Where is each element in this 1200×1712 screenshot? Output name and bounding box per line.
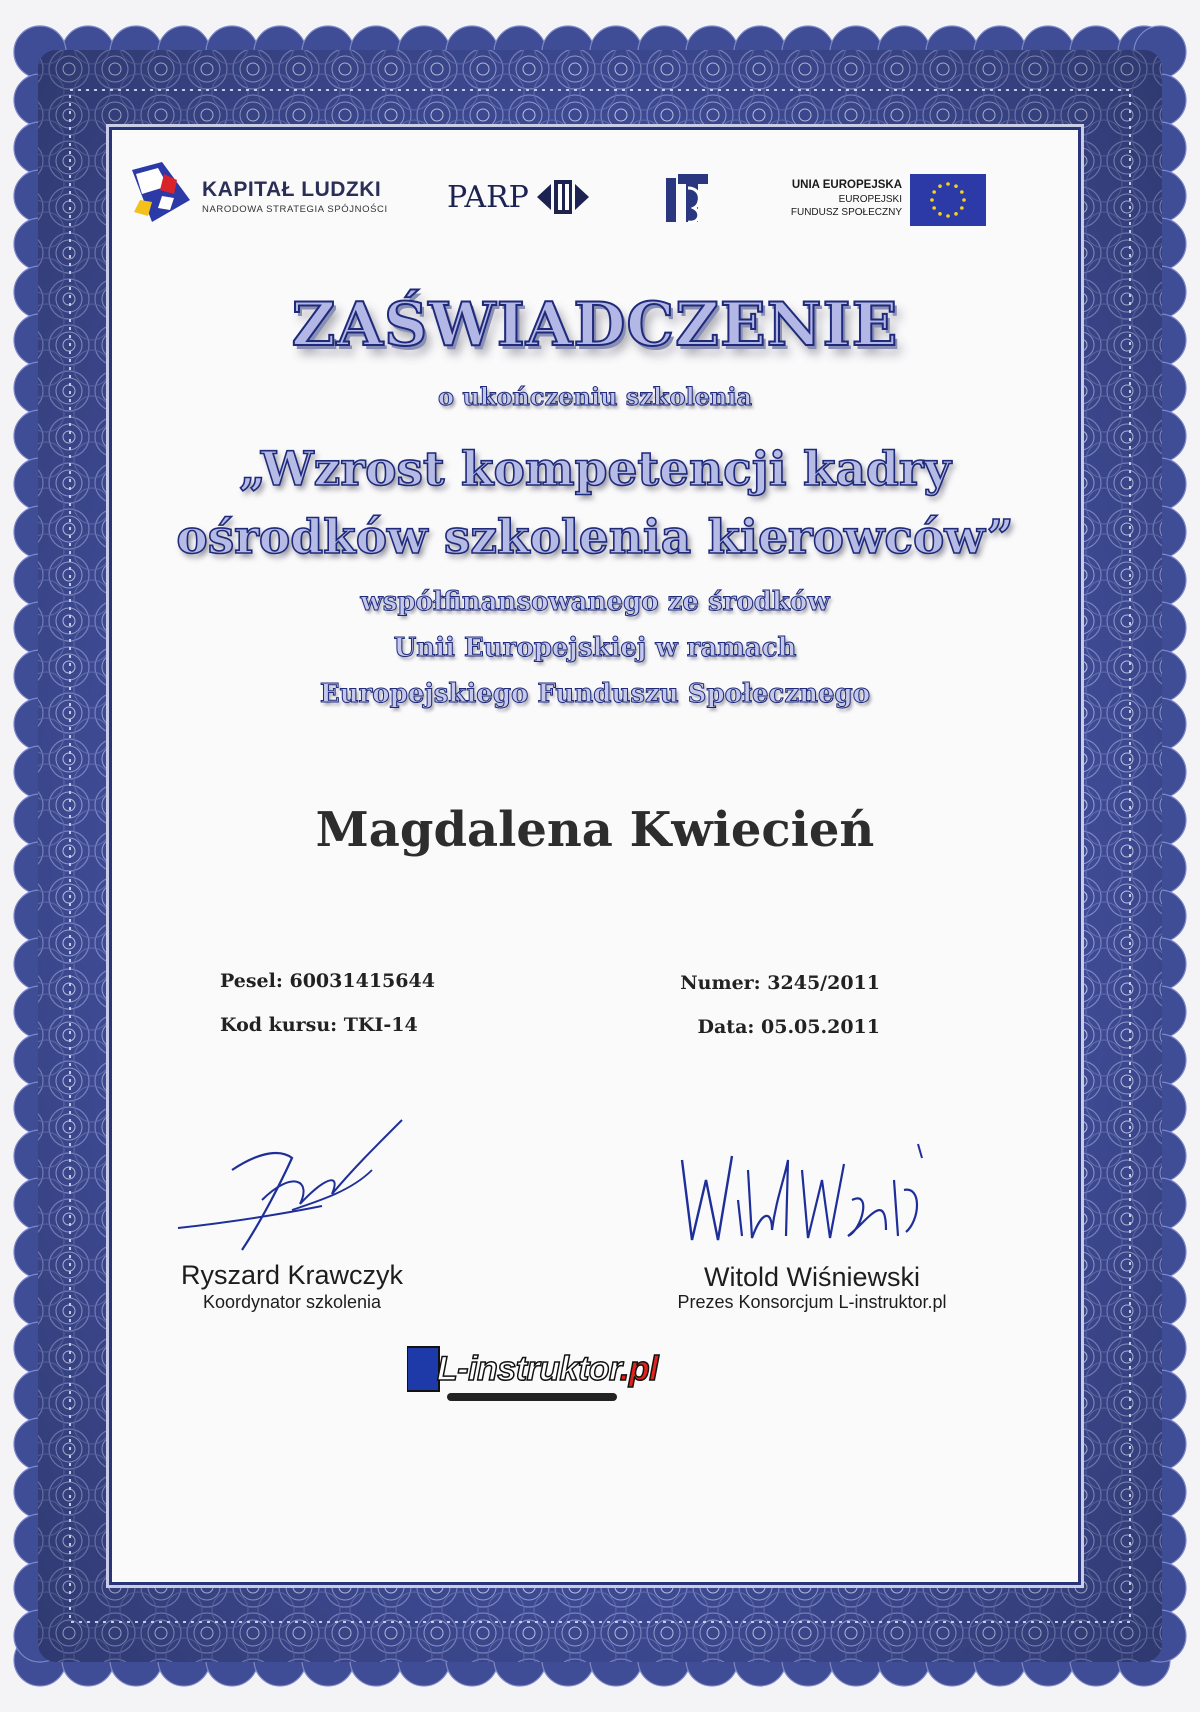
signatory-right-role: Prezes Konsorcjum L-instruktor.pl (677, 1292, 947, 1312)
course-name-line1: „Wzrost kompetencji kadry (239, 442, 951, 497)
eu-label-line3: FUNDUSZ SPOŁECZNY (790, 207, 902, 218)
kapital-ludzki-logo-icon (122, 160, 198, 232)
signature-right (672, 1140, 932, 1260)
certificate-paper (112, 130, 1078, 1582)
cofinancing-line2: Unii Europejskiej w ramach (393, 633, 797, 663)
course-code-field: Kod kursu: TKI-14 (220, 1014, 418, 1036)
kapital-ludzki-title: KAPITAŁ LUDZKI (202, 178, 382, 201)
eu-flag-icon (910, 174, 986, 226)
cofinancing-line3: Europejskiego Funduszu Społecznego (319, 679, 871, 709)
l-instruktor-logo-text (437, 1350, 658, 1389)
date-field: Data: 05.05.2011 (697, 1016, 880, 1038)
certificate-number-field: Numer: 3245/2011 (680, 972, 880, 994)
pesel-field: Pesel: 60031415644 (220, 970, 435, 992)
certificate-subtitle: o ukończeniu szkolenia (437, 382, 753, 411)
cofinancing-line1: współfinansowanego ze środków (360, 587, 830, 617)
l-instruktor-tld: .pl (619, 1350, 659, 1388)
signatory-left-role: Koordynator szkolenia (202, 1292, 382, 1312)
l-instruktor-main: L-instruktor (437, 1350, 620, 1388)
parp-arrows-icon (537, 174, 589, 220)
course-name-line2: ośrodków szkolenia kierowców” (176, 510, 1014, 565)
eu-label-line1: UNIA EUROPEJSKA (791, 179, 902, 191)
signatory-right-name: Witold Wiśniewski (703, 1262, 921, 1292)
signature-left (172, 1110, 412, 1260)
certificate-title: ZAŚWIADCZENIE (291, 290, 899, 360)
parp-logo-text: PARP (447, 180, 529, 215)
signatory-left-name: Ryszard Krawczyk (180, 1260, 404, 1290)
recipient-name: Magdalena Kwiecień (315, 802, 875, 858)
eu-label-line2: EUROPEJSKI (838, 194, 902, 205)
kapital-ludzki-subtitle: NARODOWA STRATEGIA SPÓJNOŚCI (202, 204, 388, 215)
its-logo-icon (664, 170, 710, 226)
